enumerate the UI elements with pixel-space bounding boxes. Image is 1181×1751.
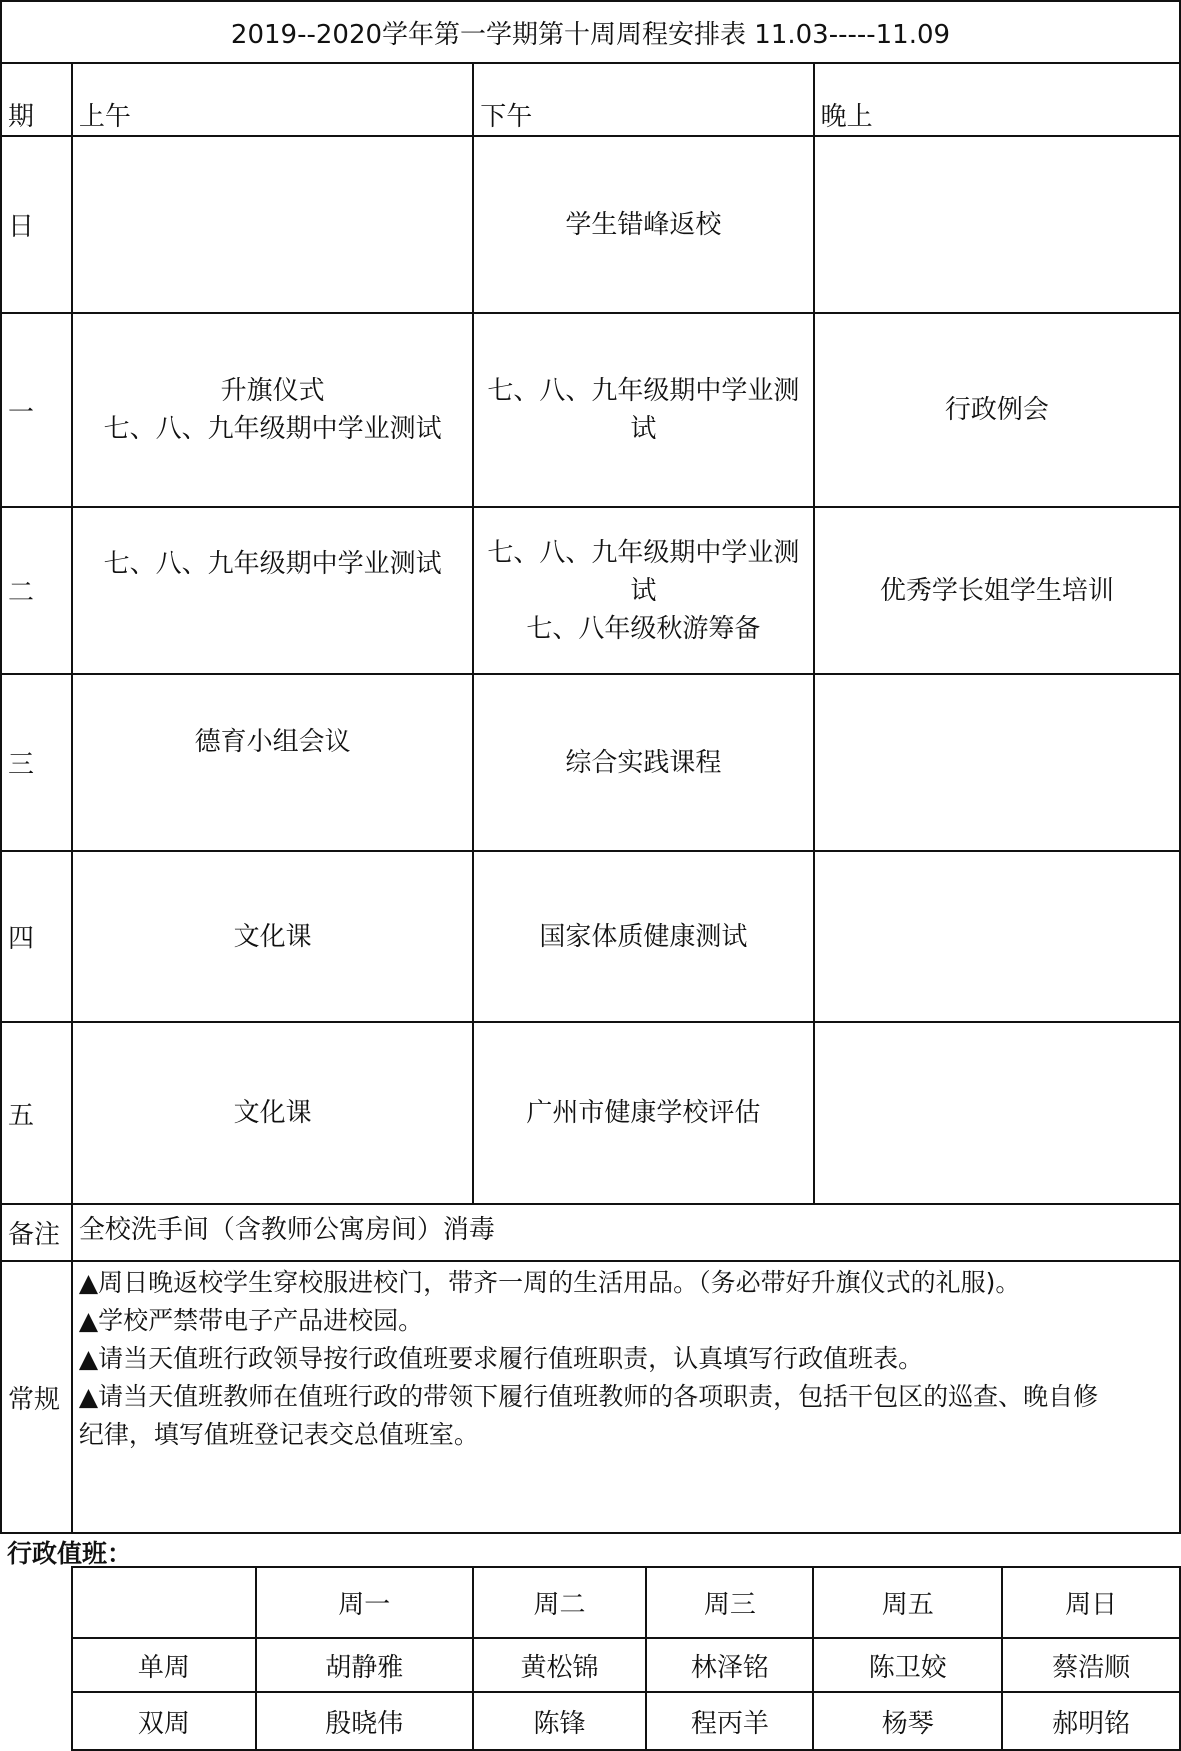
activity: 广州市健康学校评估: [526, 1098, 761, 1128]
day-row-thursday: [1, 851, 1180, 1022]
evening-cell: [814, 313, 1180, 507]
duty-col-header: 周五: [813, 1567, 1002, 1638]
rule-line: ▲学校严禁带电子产品进校园。: [78, 1306, 424, 1335]
activity: 行政例会: [944, 395, 1049, 425]
page-title: 2019--2020学年第一学期第十周周程安排表 11.03-----11.09: [1, 1, 1180, 63]
activity: 升旗仪式: [220, 376, 325, 406]
rule-line: ▲请当天值班教师在值班行政的带领下履行值班教师的各项职责，包括干包区的巡查、晚自修: [78, 1382, 1099, 1411]
day-row-monday: [1, 313, 1180, 507]
activity: 优秀学长姐学生培训: [879, 575, 1114, 606]
morning-cell: [72, 136, 473, 313]
duty-header-row: [72, 1567, 1180, 1638]
header-row: [1, 63, 1180, 136]
duty-col-header: 周三: [646, 1567, 813, 1638]
afternoon-cell: [473, 1022, 813, 1204]
duty-row-label: 单周: [72, 1638, 256, 1692]
day-label: 日: [1, 136, 72, 313]
evening-cell: [814, 851, 1180, 1022]
activity: 综合实践课程: [565, 747, 722, 778]
duty-row-double-week: [72, 1692, 1180, 1750]
activity: 文化课: [233, 921, 312, 952]
duty-row-label: 双周: [72, 1692, 256, 1750]
day-label: 五: [1, 1022, 72, 1204]
day-label: 一: [1, 313, 72, 507]
morning-cell: [72, 851, 473, 1022]
duty-name: 陈锋: [473, 1692, 647, 1750]
day-label: 四: [1, 851, 72, 1022]
afternoon-cell: [473, 313, 813, 507]
day-row-sunday: [1, 136, 1180, 313]
rule-line: ▲请当天值班行政领导按行政值班要求履行值班职责，认真填写行政值班表。: [78, 1344, 924, 1373]
notes-label: 备注: [1, 1204, 72, 1261]
morning-cell: [72, 674, 473, 851]
activity: 文化课: [233, 1098, 312, 1128]
morning-cell: [72, 1022, 473, 1204]
afternoon-cell: [473, 507, 813, 674]
day-row-tuesday: [1, 507, 1180, 674]
notes-row: [1, 1204, 1180, 1261]
notes-text: 全校洗手间（含教师公寓房间）消毒: [72, 1204, 1180, 1261]
evening-cell: [814, 507, 1180, 674]
duty-name: 殷晓伟: [256, 1692, 473, 1750]
duty-corner: [72, 1567, 256, 1638]
morning-cell: [72, 507, 473, 674]
header-day: 期: [1, 63, 72, 136]
activity: 德育小组会议: [194, 727, 351, 757]
activity: 七、八、九年级期中学业测试: [103, 549, 442, 579]
day-label: 二: [1, 507, 72, 674]
evening-cell: [814, 674, 1180, 851]
day-row-wednesday: [1, 674, 1180, 851]
duty-name: 胡静雅: [256, 1638, 473, 1692]
duty-name: 蔡浩顺: [1002, 1638, 1180, 1692]
rules-text: [72, 1261, 1180, 1533]
duty-name: 陈卫姣: [813, 1638, 1002, 1692]
afternoon-cell: [473, 674, 813, 851]
activity: 七、八、九年级期中学业测: [487, 376, 800, 406]
activity: 试: [630, 575, 657, 606]
activity: 试: [630, 414, 657, 444]
duty-col-header: 周日: [1002, 1567, 1180, 1638]
afternoon-cell: [473, 136, 813, 313]
activity: 七、八、九年级期中学业测: [487, 537, 800, 568]
rule-line: 纪律，填写值班登记表交总值班室。: [78, 1420, 479, 1449]
rule-line: ▲周日晚返校学生穿校服进校门，带齐一周的生活用品。（务必带好升旗仪式的礼服)。: [78, 1268, 1021, 1297]
duty-col-header: 周二: [473, 1567, 647, 1638]
evening-cell: [814, 136, 1180, 313]
rules-row: [1, 1261, 1180, 1533]
duty-name: 黄松锦: [473, 1638, 647, 1692]
activity: 七、八、九年级期中学业测试: [103, 414, 442, 444]
evening-cell: [814, 1022, 1180, 1204]
duty-name: 程丙羊: [646, 1692, 813, 1750]
duty-roster-table: [71, 1566, 1181, 1751]
activity: 国家体质健康测试: [539, 921, 748, 952]
header-evening: 晚上: [814, 63, 1180, 136]
header-afternoon: 下午: [473, 63, 813, 136]
activity: 七、八年级秋游筹备: [526, 613, 761, 644]
header-morning: 上午: [72, 63, 473, 136]
duty-col-header: 周一: [256, 1567, 473, 1638]
duty-name: 杨琴: [813, 1692, 1002, 1750]
duty-name: 郝明铭: [1002, 1692, 1180, 1750]
activity: 学生错峰返校: [565, 209, 722, 240]
morning-cell: [72, 313, 473, 507]
day-label: 三: [1, 674, 72, 851]
day-row-friday: [1, 1022, 1180, 1204]
duty-row-single-week: [72, 1638, 1180, 1692]
title-row: [1, 1, 1180, 63]
duty-name: 林泽铭: [646, 1638, 813, 1692]
afternoon-cell: [473, 851, 813, 1022]
duty-section-title: 行政值班：: [7, 1539, 133, 1568]
rules-label: 常规: [1, 1261, 72, 1533]
